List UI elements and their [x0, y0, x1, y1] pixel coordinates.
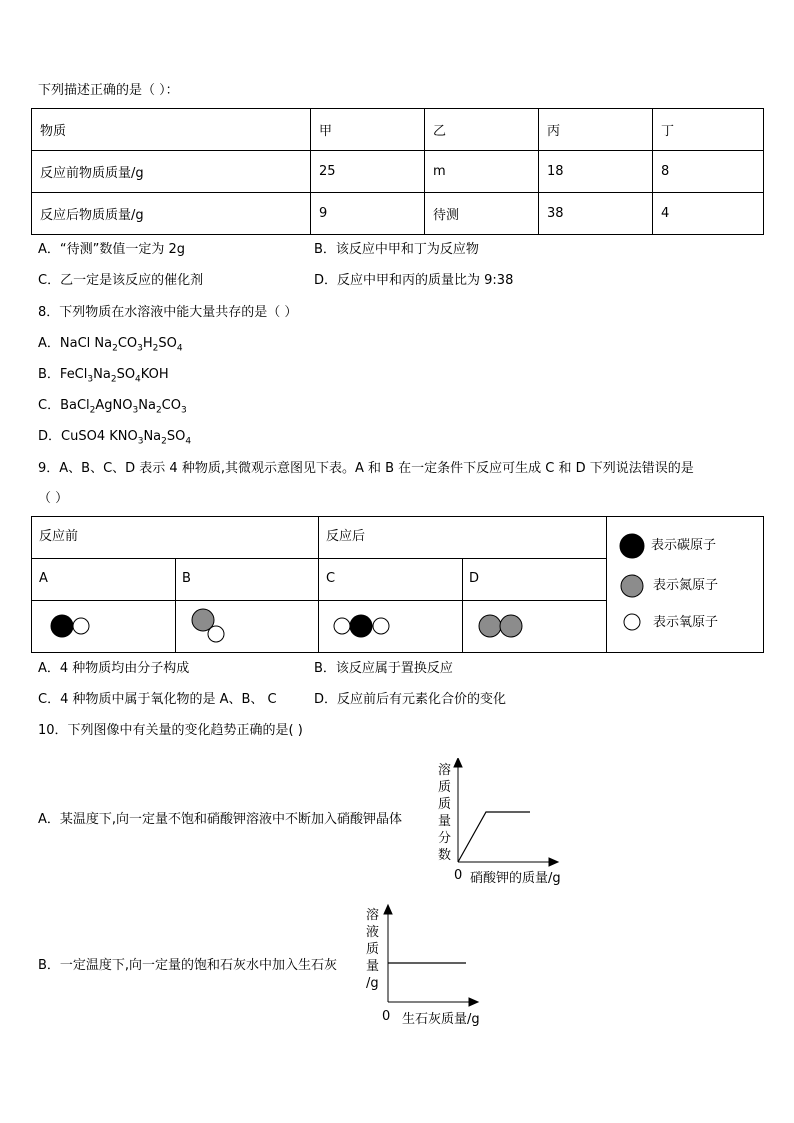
formula-text: CO	[117, 336, 138, 351]
option-label: D．	[38, 429, 62, 444]
q9-option-d: D．反应前后有元素化合价的变化	[314, 692, 507, 707]
q10-option-a-text: A．某温度下,向一定量不饱和硝酸钾溶液中不断加入硝酸钾晶体	[38, 812, 403, 827]
graph-a-curve	[458, 812, 530, 862]
q7-intro: 下列描述正确的是（ ）：	[38, 83, 179, 98]
table-cell: 甲	[311, 109, 425, 151]
formula-text: SO	[116, 367, 136, 382]
table-cell: 物质	[32, 109, 311, 151]
formula-text: SO	[158, 336, 177, 351]
graph-a-ylabel-char: 质	[438, 797, 452, 812]
table-cell: 丙	[539, 109, 653, 151]
table-cell: 38	[539, 193, 653, 235]
formula-subscript: 2	[89, 405, 96, 416]
formula-subscript: 3	[132, 405, 139, 416]
graph-a-ylabel-char: 溶	[438, 763, 452, 778]
graph-a-ylabel-char: 数	[438, 848, 452, 863]
formula-subscript: 4	[135, 374, 141, 385]
q8-stem: 8．下列物质在水溶液中能大量共存的是（ ）	[38, 305, 298, 320]
legend-nitrogen-label: 表示氮原子	[653, 578, 719, 593]
q9-option-b: B．该反应属于置换反应	[314, 661, 453, 676]
graph-b-ylabel-char: /g	[366, 976, 379, 991]
legend-oxygen-atom-icon	[624, 614, 640, 630]
graph-b-ylabel-char: 量	[366, 959, 380, 974]
legend-carbon-atom-icon	[620, 534, 644, 558]
q10-stem: 10．下列图像中有关量的变化趋势正确的是( )	[38, 723, 303, 738]
graph-a-y-arrow-icon	[454, 758, 462, 767]
formula-text: Na	[93, 367, 111, 382]
q7-option-b: B．该反应中甲和丁为反应物	[314, 242, 479, 257]
table-cell: 反应后物质质量/g	[32, 193, 311, 235]
q10-graph-a	[430, 758, 580, 888]
formula-subscript: 2	[155, 405, 162, 416]
graph-a-x-arrow-icon	[549, 858, 558, 866]
table-cell: 待测	[425, 193, 539, 235]
formula-subscript: 3	[87, 374, 94, 385]
table-cell: 8	[653, 151, 764, 193]
q9-option-a: A．4 种物质均由分子构成	[38, 661, 190, 676]
formula-text: Na	[138, 398, 156, 413]
before-label: 反应前	[39, 529, 79, 544]
table-cell: m	[425, 151, 539, 193]
graph-b-origin: 0	[382, 1009, 391, 1024]
molecule-a	[51, 615, 89, 637]
q10-option-b-text: B．一定温度下,向一定量的饱和石灰水中加入生石灰	[38, 958, 338, 973]
col-label-d: D	[469, 571, 480, 586]
formula-subscript: 2	[112, 343, 118, 354]
formula-subscript: 3	[180, 405, 187, 416]
table-cell: 25	[311, 151, 425, 193]
legend-carbon-label: 表示碳原子	[651, 538, 717, 553]
table-cell: 4	[653, 193, 764, 235]
formula-text: CuSO4 KNO	[61, 429, 138, 444]
table-cell: 丁	[653, 109, 764, 151]
option-label: A．	[38, 336, 60, 351]
molecule-b	[192, 609, 224, 642]
table-cell: 反应前物质质量/g	[32, 151, 311, 193]
graph-b-ylabel-char: 溶	[366, 908, 380, 923]
graph-a-origin: 0	[454, 868, 463, 883]
col-label-c: C	[326, 571, 336, 586]
legend-nitrogen-atom-icon	[621, 575, 643, 597]
formula-text: FeCl	[59, 367, 88, 382]
formula-text: H	[142, 336, 153, 351]
molecule-c	[334, 615, 389, 637]
formula-text: NaCl Na	[59, 336, 113, 351]
option-label: B．	[38, 367, 60, 382]
graph-b-y-arrow-icon	[384, 905, 392, 914]
graph-a-ylabel-char: 分	[438, 831, 452, 846]
formula-subscript: 3	[137, 436, 144, 447]
formula-text: KOH	[140, 367, 169, 382]
q7-option-c: C．乙一定是该反应的催化剂	[38, 273, 204, 288]
q10-graph-b	[360, 902, 500, 1032]
molecule-d	[479, 615, 522, 637]
col-label-b: B	[182, 571, 191, 586]
formula-text: CO	[161, 398, 181, 413]
formula-subscript: 3	[137, 343, 143, 354]
graph-a-ylabel-char: 质	[438, 780, 452, 795]
graph-b-xlabel: 生石灰质量/g	[402, 1012, 480, 1027]
legend-oxygen-label: 表示氧原子	[653, 615, 719, 630]
formula-subscript: 4	[185, 436, 192, 447]
table-cell: 18	[539, 151, 653, 193]
after-label: 反应后	[326, 529, 366, 544]
col-label-a: A	[39, 571, 48, 586]
graph-b-ylabel-char: 质	[366, 942, 380, 957]
formula-text: Na	[143, 429, 162, 444]
q7-option-d: D．反应中甲和丙的质量比为 9:38	[314, 273, 514, 288]
formula-subscript: 4	[176, 343, 183, 354]
graph-b-x-arrow-icon	[469, 998, 478, 1006]
formula-subscript: 2	[161, 436, 167, 447]
option-label: C．	[38, 398, 61, 413]
formula-subscript: 2	[152, 343, 159, 354]
q9-stem-line2: （ ）	[38, 491, 69, 506]
formula-subscript: 2	[110, 374, 117, 385]
graph-b-ylabel-char: 液	[366, 925, 380, 940]
q9-stem-line1: 9．A、B、C、D 表示 4 种物质,其微观示意图见下表。A 和 B 在一定条件下反应可生成 C 和 D 下列说法错误的是	[38, 461, 694, 476]
q9-option-c: C．4 种物质中属于氧化物的是 A、B、 C	[38, 692, 277, 707]
table-cell: 9	[311, 193, 425, 235]
table-cell: 乙	[425, 109, 539, 151]
formula-text: BaCl	[60, 398, 90, 413]
graph-a-ylabel-char: 量	[438, 814, 452, 829]
q7-option-a: A．“待测”数值一定为 2g	[38, 242, 186, 257]
graph-a-xlabel: 硝酸钾的质量/g	[470, 871, 561, 886]
formula-text: SO	[166, 429, 186, 444]
formula-text: AgNO	[95, 398, 133, 413]
